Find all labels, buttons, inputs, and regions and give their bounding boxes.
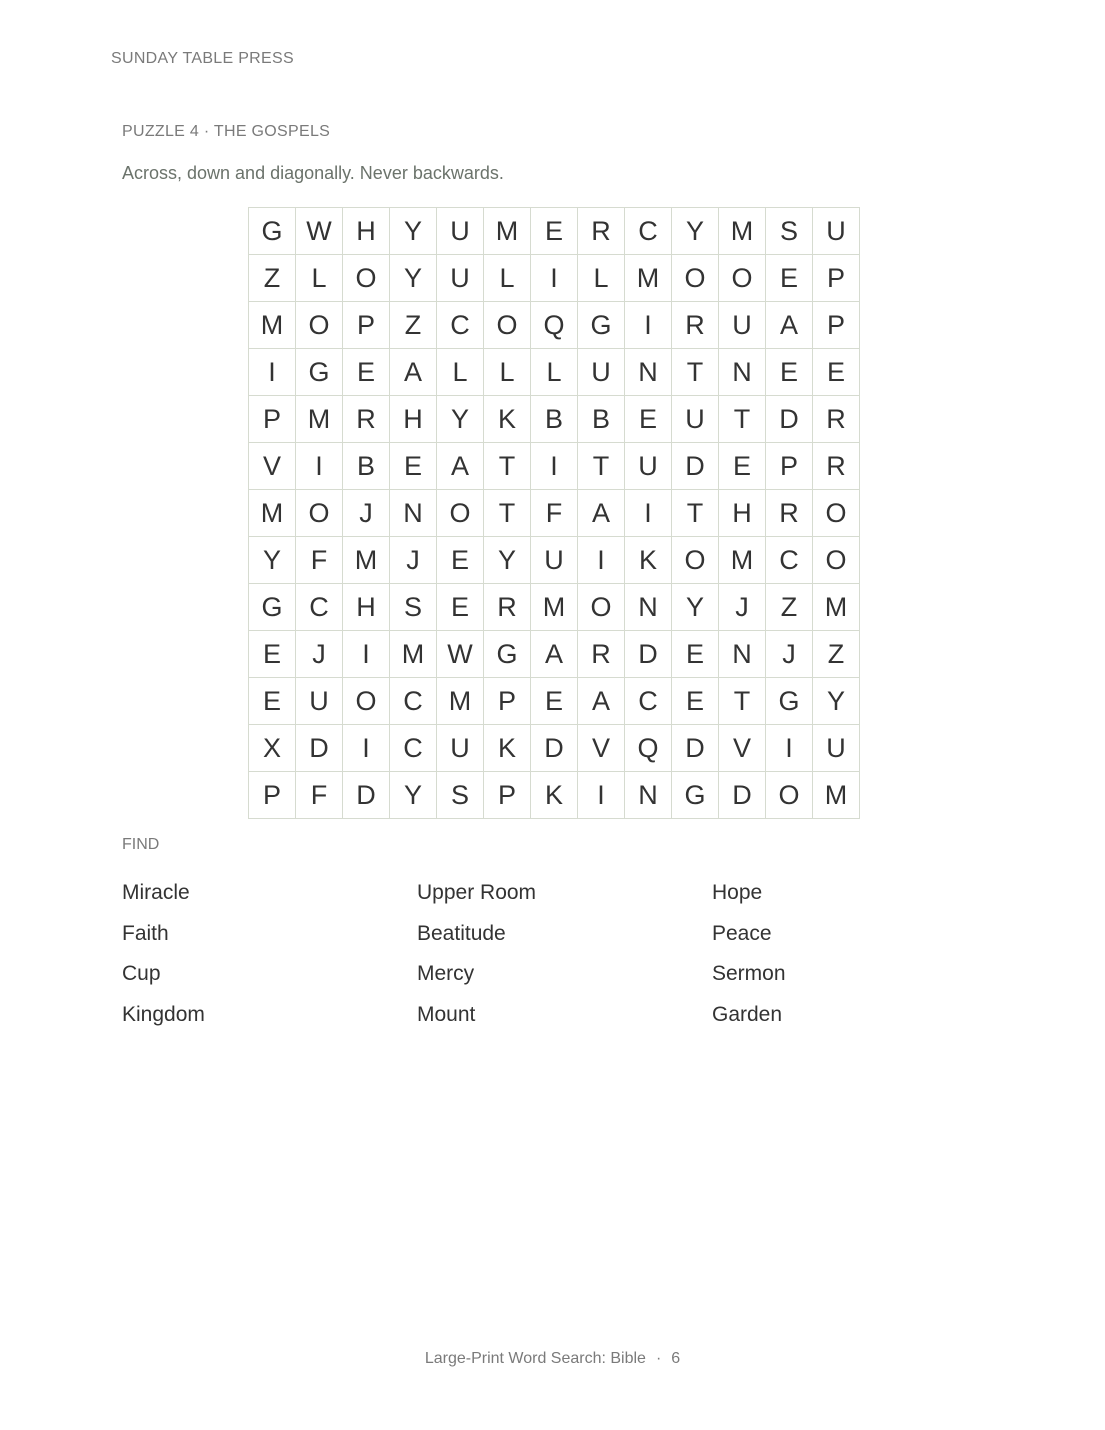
- grid-cell: R: [578, 208, 625, 255]
- grid-cell: E: [719, 443, 766, 490]
- grid-cell: I: [531, 255, 578, 302]
- grid-cell: P: [766, 443, 813, 490]
- grid-cell: R: [484, 584, 531, 631]
- grid-cell: U: [719, 302, 766, 349]
- grid-cell: J: [719, 584, 766, 631]
- grid-cell: U: [813, 725, 860, 772]
- grid-cell: C: [625, 678, 672, 725]
- grid-cell: Z: [766, 584, 813, 631]
- word-search-grid: [248, 207, 860, 819]
- puzzle-instructions: Across, down and diagonally. Never backwards.: [122, 163, 504, 183]
- page-footer: [0, 1350, 1105, 1368]
- grid-cell: P: [484, 772, 531, 819]
- grid-cell: O: [343, 678, 390, 725]
- footer-separator: ·: [655, 1350, 662, 1367]
- grid-cell: F: [296, 537, 343, 584]
- grid-cell: S: [390, 584, 437, 631]
- grid-cell: U: [296, 678, 343, 725]
- grid-cell: I: [343, 725, 390, 772]
- grid-cell: O: [343, 255, 390, 302]
- grid-cell: I: [343, 631, 390, 678]
- grid-cell: K: [484, 396, 531, 443]
- grid-cell: M: [813, 772, 860, 819]
- grid-cell: M: [484, 208, 531, 255]
- grid-cell: F: [296, 772, 343, 819]
- grid-cell: H: [719, 490, 766, 537]
- find-word: Garden: [712, 1003, 783, 1027]
- grid-cell: U: [531, 537, 578, 584]
- grid-cell: U: [625, 443, 672, 490]
- grid-cell: P: [813, 302, 860, 349]
- grid-cell: M: [343, 537, 390, 584]
- grid-cell: D: [296, 725, 343, 772]
- grid-cell: R: [813, 396, 860, 443]
- grid-cell: B: [343, 443, 390, 490]
- grid-cell: B: [578, 396, 625, 443]
- grid-cell: Y: [437, 396, 484, 443]
- grid-cell: N: [625, 772, 672, 819]
- grid-cell: L: [484, 349, 531, 396]
- grid-cell: E: [249, 678, 296, 725]
- grid-cell: G: [249, 584, 296, 631]
- grid-cell: E: [437, 537, 484, 584]
- puzzle-title: PUZZLE 4 · THE GOSPELS: [122, 123, 331, 140]
- grid-cell: E: [625, 396, 672, 443]
- grid-cell: R: [343, 396, 390, 443]
- grid-cell: C: [437, 302, 484, 349]
- grid-cell: R: [672, 302, 719, 349]
- grid-cell: M: [249, 490, 296, 537]
- grid-cell: M: [296, 396, 343, 443]
- grid-cell: J: [296, 631, 343, 678]
- grid-cell: R: [766, 490, 813, 537]
- grid-cell: A: [390, 349, 437, 396]
- grid-cell: C: [390, 725, 437, 772]
- grid-cell: N: [719, 631, 766, 678]
- grid-cell: O: [437, 490, 484, 537]
- find-word: Peace: [712, 921, 772, 945]
- grid-cell: I: [531, 443, 578, 490]
- grid-cell: P: [484, 678, 531, 725]
- grid-cell: T: [672, 490, 719, 537]
- grid-cell: P: [249, 396, 296, 443]
- grid-cell: T: [719, 678, 766, 725]
- find-word: Kingdom: [122, 1003, 205, 1027]
- grid-cell: E: [343, 349, 390, 396]
- grid-cell: U: [437, 208, 484, 255]
- grid-cell: I: [296, 443, 343, 490]
- grid-cell: P: [249, 772, 296, 819]
- grid-cell: C: [296, 584, 343, 631]
- grid-cell: O: [813, 537, 860, 584]
- grid-cell: J: [343, 490, 390, 537]
- find-word: Upper Room: [417, 881, 537, 904]
- grid-cell: X: [249, 725, 296, 772]
- find-word: Miracle: [122, 881, 190, 904]
- grid-cell: M: [813, 584, 860, 631]
- grid-cell: U: [672, 396, 719, 443]
- grid-cell: S: [766, 208, 813, 255]
- grid-cell: P: [813, 255, 860, 302]
- grid-cell: V: [719, 725, 766, 772]
- grid-cell: Y: [484, 537, 531, 584]
- grid-cell: G: [766, 678, 813, 725]
- grid-cell: N: [390, 490, 437, 537]
- grid-cell: O: [296, 490, 343, 537]
- grid-cell: M: [437, 678, 484, 725]
- grid-cell: U: [437, 255, 484, 302]
- grid-cell: N: [625, 584, 672, 631]
- grid-cell: V: [249, 443, 296, 490]
- find-word: Faith: [122, 921, 169, 945]
- grid-cell: E: [531, 678, 578, 725]
- grid-cell: P: [343, 302, 390, 349]
- grid-cell: U: [813, 208, 860, 255]
- grid-cell: C: [766, 537, 813, 584]
- grid-cell: G: [578, 302, 625, 349]
- grid-cell: T: [672, 349, 719, 396]
- grid-cell: R: [813, 443, 860, 490]
- grid-cell: A: [437, 443, 484, 490]
- grid-cell: I: [578, 537, 625, 584]
- grid-cell: A: [531, 631, 578, 678]
- grid-cell: G: [249, 208, 296, 255]
- grid-cell: I: [625, 490, 672, 537]
- grid-cell: Z: [249, 255, 296, 302]
- find-word: Cup: [122, 962, 161, 986]
- grid-cell: L: [531, 349, 578, 396]
- grid-cell: J: [390, 537, 437, 584]
- page-number: 6: [671, 1350, 681, 1367]
- publisher-name: SUNDAY TABLE PRESS: [111, 50, 294, 67]
- grid-cell: G: [672, 772, 719, 819]
- grid-cell: J: [766, 631, 813, 678]
- grid-cell: Y: [249, 537, 296, 584]
- grid-cell: D: [531, 725, 578, 772]
- grid-cell: A: [766, 302, 813, 349]
- grid-cell: O: [719, 255, 766, 302]
- find-word: Mount: [417, 1003, 476, 1027]
- grid-cell: E: [672, 631, 719, 678]
- grid-cell: K: [625, 537, 672, 584]
- grid-cell: T: [484, 443, 531, 490]
- grid-cell: O: [578, 584, 625, 631]
- grid-cell: D: [766, 396, 813, 443]
- grid-cell: M: [625, 255, 672, 302]
- grid-cell: Y: [672, 584, 719, 631]
- grid-cell: L: [578, 255, 625, 302]
- grid-cell: E: [390, 443, 437, 490]
- grid-cell: E: [249, 631, 296, 678]
- grid-cell: G: [296, 349, 343, 396]
- grid-cell: D: [672, 443, 719, 490]
- grid-cell: L: [296, 255, 343, 302]
- grid-cell: Y: [390, 772, 437, 819]
- find-word: Mercy: [417, 962, 475, 986]
- grid-cell: A: [578, 490, 625, 537]
- grid-cell: E: [766, 255, 813, 302]
- grid-cell: O: [296, 302, 343, 349]
- grid-cell: M: [719, 208, 766, 255]
- grid-cell: M: [390, 631, 437, 678]
- grid-cell: T: [484, 490, 531, 537]
- find-word: Sermon: [712, 962, 786, 986]
- grid-cell: M: [531, 584, 578, 631]
- grid-cell: O: [672, 537, 719, 584]
- grid-cell: M: [719, 537, 766, 584]
- grid-cell: A: [578, 678, 625, 725]
- grid-cell: Z: [813, 631, 860, 678]
- grid-cell: G: [484, 631, 531, 678]
- grid-cell: H: [343, 208, 390, 255]
- grid-cell: U: [437, 725, 484, 772]
- find-heading: FIND: [122, 836, 160, 853]
- grid-cell: E: [672, 678, 719, 725]
- grid-cell: I: [578, 772, 625, 819]
- grid-cell: D: [672, 725, 719, 772]
- grid-cell: D: [719, 772, 766, 819]
- grid-cell: N: [625, 349, 672, 396]
- grid-cell: R: [578, 631, 625, 678]
- grid-cell: O: [813, 490, 860, 537]
- grid-cell: E: [766, 349, 813, 396]
- grid-cell: S: [437, 772, 484, 819]
- grid-cell: O: [672, 255, 719, 302]
- grid-cell: H: [390, 396, 437, 443]
- grid-cell: C: [390, 678, 437, 725]
- grid-cell: W: [296, 208, 343, 255]
- grid-cell: E: [437, 584, 484, 631]
- grid-cell: D: [625, 631, 672, 678]
- grid-cell: U: [578, 349, 625, 396]
- grid-cell: E: [531, 208, 578, 255]
- grid-cell: T: [719, 396, 766, 443]
- grid-cell: L: [484, 255, 531, 302]
- book-title: Large-Print Word Search: Bible: [424, 1350, 646, 1367]
- grid-cell: F: [531, 490, 578, 537]
- grid-cell: K: [531, 772, 578, 819]
- grid-cell: B: [531, 396, 578, 443]
- grid-cell: C: [625, 208, 672, 255]
- grid-cell: Q: [625, 725, 672, 772]
- grid-cell: I: [249, 349, 296, 396]
- grid-cell: Z: [390, 302, 437, 349]
- find-word: Hope: [712, 881, 763, 904]
- grid-cell: T: [578, 443, 625, 490]
- grid-cell: I: [625, 302, 672, 349]
- grid-cell: I: [766, 725, 813, 772]
- grid-cell: O: [484, 302, 531, 349]
- find-word: Beatitude: [417, 921, 506, 945]
- grid-cell: Y: [390, 255, 437, 302]
- grid-cell: K: [484, 725, 531, 772]
- grid-cell: N: [719, 349, 766, 396]
- grid-cell: Y: [672, 208, 719, 255]
- grid-cell: H: [343, 584, 390, 631]
- grid-cell: L: [437, 349, 484, 396]
- grid-cell: M: [249, 302, 296, 349]
- grid-cell: D: [343, 772, 390, 819]
- grid-cell: E: [813, 349, 860, 396]
- grid-cell: Y: [813, 678, 860, 725]
- grid-cell: Q: [531, 302, 578, 349]
- grid-cell: V: [578, 725, 625, 772]
- grid-cell: O: [766, 772, 813, 819]
- grid-cell: Y: [390, 208, 437, 255]
- word-list: [122, 878, 1022, 1041]
- grid-cell: W: [437, 631, 484, 678]
